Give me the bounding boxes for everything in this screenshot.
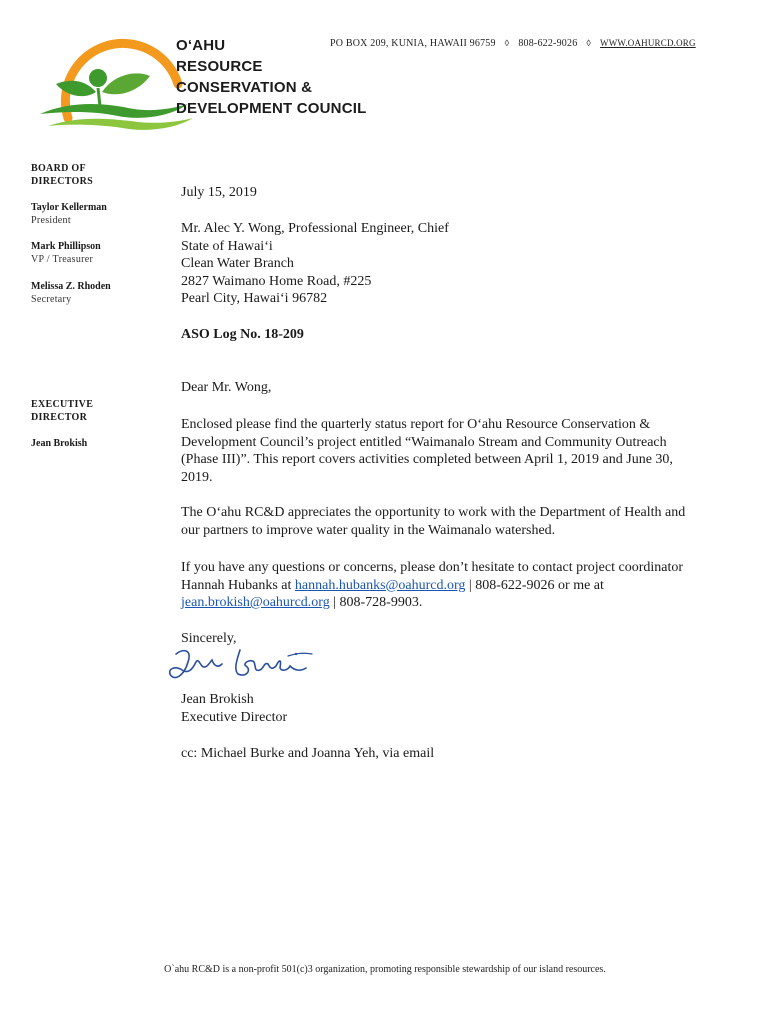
org-website-link[interactable]: WWW.OAHURCD.ORG [600, 38, 696, 48]
org-name-line: CONSERVATION & [176, 79, 313, 96]
executive-director-name [31, 437, 87, 450]
executive-heading [31, 398, 93, 424]
paragraph-3-text: | 808-728-9903. [329, 595, 423, 610]
executive-heading-line: DIRECTOR [31, 412, 88, 423]
member-role: President [31, 215, 71, 226]
letter-date: July 15, 2019 [181, 185, 257, 200]
board-member [31, 201, 107, 227]
recipient-block [181, 220, 691, 308]
org-phone: 808-622-9026 [518, 38, 578, 49]
paragraph-3-text: If you have any questions or concerns, please don’t hesitate to contact project coordinator Hannah Hubanks at [181, 560, 684, 593]
signer-title: Executive Director [181, 709, 288, 725]
board-heading-line: DIRECTORS [31, 176, 93, 187]
cc-line: cc: Michael Burke and Joanna Yeh, via email [181, 746, 435, 761]
footer-note: O`ahu RC&D is a non-profit 501(c)3 organization, promoting responsible stewardship of our island resources. [164, 964, 606, 975]
reference-line: ASO Log No. 18-209 [181, 327, 304, 342]
member-name: Melissa Z. Rhoden [31, 281, 111, 292]
member-name: Mark Phillipson [31, 241, 101, 252]
org-name-line: RESOURCE [176, 58, 263, 75]
board-heading-line: BOARD OF [31, 163, 86, 174]
recipient-line: Mr. Alec Y. Wong, Professional Engineer, Chief [181, 221, 449, 236]
email-link-jean[interactable]: jean.brokish@oahurcd.org [181, 595, 330, 610]
closing: Sincerely, [181, 631, 237, 646]
member-role: Secretary [31, 294, 72, 305]
member-name: Taylor Kellerman [31, 202, 107, 213]
recipient-line: State of Hawai‘i [181, 238, 273, 254]
email-link-hannah[interactable]: hannah.hubanks@oahurcd.org [294, 577, 466, 593]
org-name-line: DEVELOPMENT COUNCIL [176, 100, 367, 117]
signer-name: Jean Brokish [181, 692, 254, 707]
signature-image [166, 640, 326, 688]
separator: ◊ [586, 38, 592, 48]
recipient-line: Pearl City, Hawai‘i 96782 [181, 291, 328, 306]
paragraph-3-text: | 808-622-9026 or me at [465, 577, 604, 593]
paragraph-1: Enclosed please find the quarterly status report for O‘ahu Resource Conservation & Development Council’s project entitled “Waimanalo Stream and Community Outreach (Phase III)”. This report covers activities completed between April 1, 2019 and June 30, 2019. [181, 417, 673, 485]
exec-name: Jean Brokish [31, 438, 88, 449]
org-name-line: O‘AHU [176, 37, 226, 54]
paragraph-3 [181, 559, 691, 612]
executive-heading-line: EXECUTIVE [31, 399, 94, 410]
separator: ◊ [504, 38, 510, 48]
signer-block [181, 691, 691, 726]
board-heading [31, 162, 93, 188]
member-role: VP / Treasurer [31, 254, 94, 265]
contact-line [330, 38, 696, 49]
recipient-line: 2827 Waimano Home Road, #225 [181, 273, 372, 289]
board-member [31, 280, 111, 306]
salutation: Dear Mr. Wong, [181, 380, 272, 395]
paragraph-2: The O‘ahu RC&D appreciates the opportunity to work with the Department of Health and our partners to improve water quality in the Waimanalo watershed. [181, 505, 686, 538]
org-address: PO BOX 209, KUNIA, HAWAII 96759 [330, 38, 496, 49]
recipient-line: Clean Water Branch [181, 256, 294, 271]
board-member [31, 240, 101, 266]
